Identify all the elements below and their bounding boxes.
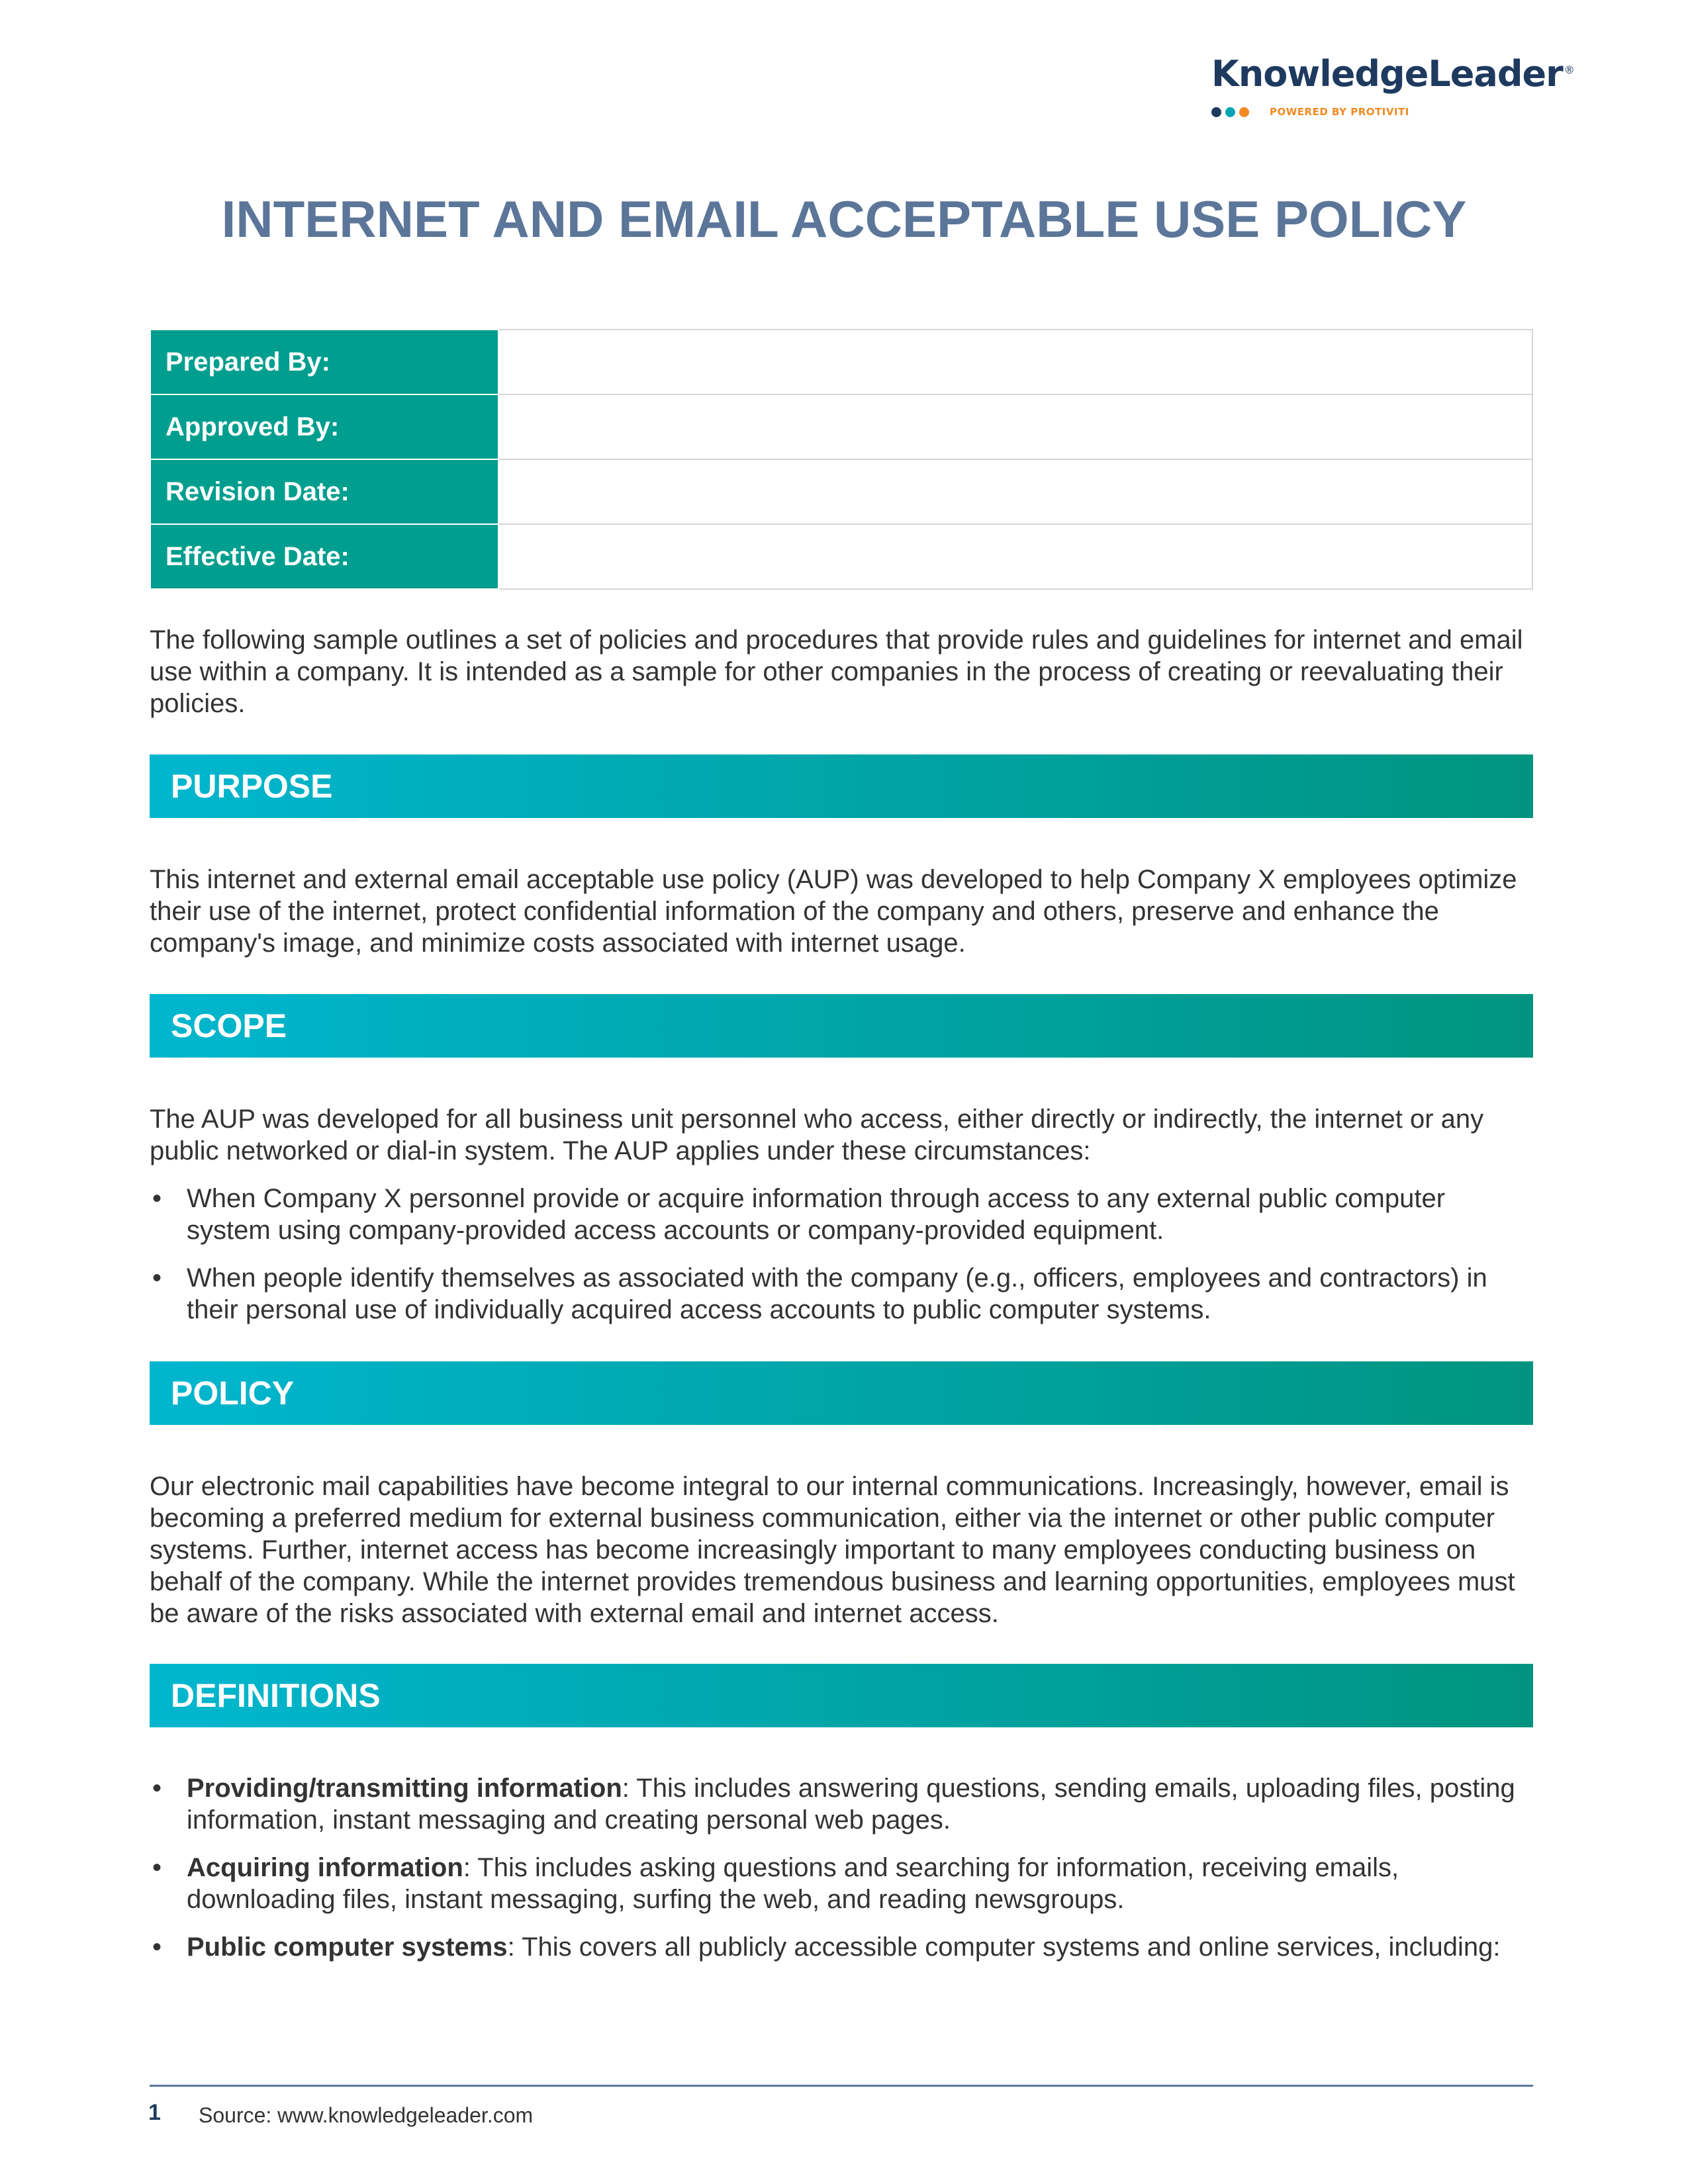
definition-term: Acquiring information <box>187 1853 463 1882</box>
definition-text: : This includes asking questions and searching for information, receiving emails, downloading files, instant messaging, surfing the web, and reading newsgroups. <box>187 1853 1399 1914</box>
bullet-text: When people identify themselves as associated with the company (e.g., officers, employees and contractors) in their personal use of individually acquired access accounts to public computer systems. <box>187 1263 1487 1324</box>
bullet-icon: • <box>152 1263 162 1293</box>
scope-bullet-list <box>150 1183 1533 1342</box>
section-header-definitions: DEFINITIONS <box>150 1664 1533 1727</box>
info-row <box>150 394 1532 459</box>
info-row <box>150 459 1532 524</box>
info-value-field[interactable] <box>498 330 1532 394</box>
bullet-icon: • <box>152 1853 162 1882</box>
info-value-field[interactable] <box>498 459 1532 524</box>
info-value-field[interactable] <box>498 524 1532 589</box>
page-title: INTERNET AND EMAIL ACCEPTABLE USE POLICY <box>221 190 1467 248</box>
list-item <box>150 1183 1533 1246</box>
definitions-bullet-list <box>150 1772 1533 1979</box>
definition-item <box>150 1772 1533 1836</box>
logo-dots-icon <box>1211 107 1249 118</box>
policy-paragraph: Our electronic mail capabilities have become integral to our internal communications. Increasingly, however, email is becoming a preferred medium for external business communication, either via the internet or other public computer systems. Further, internet access has become increasingly important to many employees conducting business on behalf of the company. While the internet provides tremendous business and learning opportunities, employees must be aware of the risks associated with external email and internet access. <box>150 1472 1515 1628</box>
logo-wordmark: KnowledgeLeader ® <box>1211 53 1574 95</box>
bullet-icon: • <box>152 1933 162 1962</box>
document-info-table <box>150 329 1533 590</box>
section-header-scope: SCOPE <box>150 994 1533 1058</box>
definition-term: Public computer systems <box>187 1933 508 1962</box>
logo-tagline: POWERED BY PROTIVITI <box>1270 106 1409 118</box>
purpose-paragraph: This internet and external email acceptable use policy (AUP) was developed to help Company X employees optimize their use of the internet, protect confidential information of the company and others, preserve and enhance the company's image, and minimize costs associated with internet usage. <box>150 865 1517 958</box>
definition-item <box>150 1852 1533 1915</box>
definition-item <box>150 1931 1533 1963</box>
info-row <box>150 524 1532 589</box>
logo-dot-teal <box>1225 107 1235 117</box>
section-header-purpose: PURPOSE <box>150 754 1533 818</box>
bullet-icon: • <box>152 1774 162 1803</box>
definition-text: : This includes answering questions, sending emails, uploading files, posting information, instant messaging and creating personal web pages. <box>187 1774 1515 1835</box>
section-header-policy: POLICY <box>150 1361 1533 1425</box>
footer-divider <box>150 2085 1533 2087</box>
scope-paragraph: The AUP was developed for all business unit personnel who access, either directly or indirectly, the internet or any public networked or dial-in system. The AUP applies under these circumstances: <box>150 1105 1484 1165</box>
info-label: Revision Date: <box>150 459 498 524</box>
definition-term: Providing/transmitting information <box>187 1774 622 1803</box>
info-label: Effective Date: <box>150 524 498 589</box>
bullet-icon: • <box>152 1184 162 1213</box>
info-row <box>150 330 1532 394</box>
definition-text: : This covers all publicly accessible computer systems and online services, including: <box>507 1933 1501 1962</box>
page-number: 1 <box>148 2100 161 2125</box>
intro-paragraph: The following sample outlines a set of policies and procedures that provide rules and guidelines for internet and email use within a company. It is intended as a sample for other companies in the process of creating or reevaluating their policies. <box>150 625 1523 718</box>
bullet-text: When Company X personnel provide or acquire information through access to any external public computer system using company-provided access accounts or company-provided equipment. <box>187 1184 1446 1245</box>
info-value-field[interactable] <box>498 394 1532 459</box>
logo-dot-navy <box>1211 107 1221 117</box>
footer-source: Source: www.knowledgeleader.com <box>199 2103 534 2127</box>
info-label: Approved By: <box>150 394 498 459</box>
knowledgeleader-logo[interactable] <box>1211 53 1574 126</box>
logo-dot-orange <box>1239 107 1249 117</box>
list-item <box>150 1262 1533 1326</box>
info-label: Prepared By: <box>150 330 498 394</box>
